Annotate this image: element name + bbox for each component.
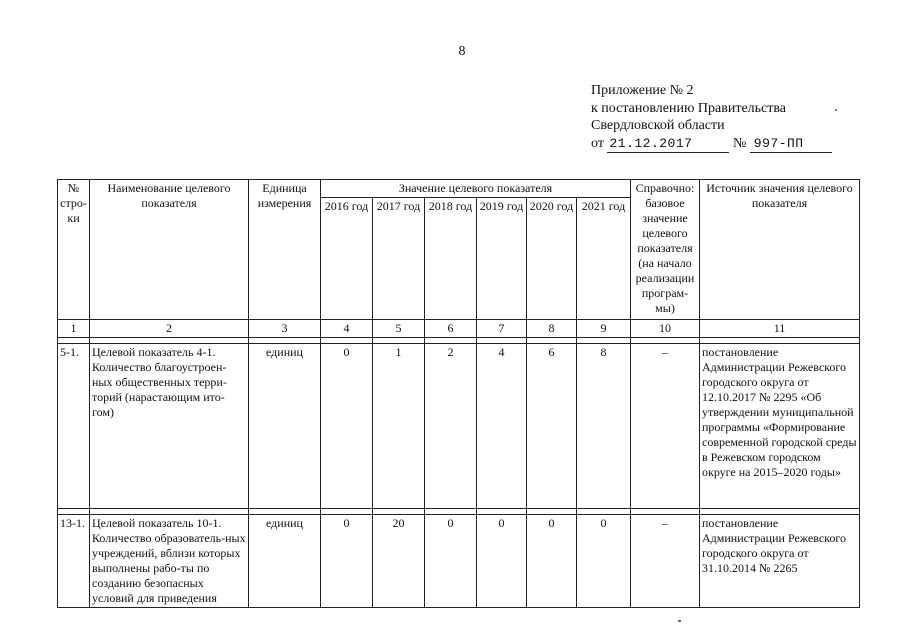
value-cell: 0 <box>321 515 373 608</box>
appendix-line-3: Свердловской области <box>591 118 725 133</box>
header-year: 2020 год <box>527 198 577 320</box>
column-number: 7 <box>477 320 527 338</box>
header-year: 2017 год <box>373 198 425 320</box>
header-reference: Справочно: базовое значение целевого показателя (на начало реализации програм-мы) <box>631 180 700 320</box>
unit-cell: единиц <box>249 344 321 509</box>
value-cell: 0 <box>477 515 527 608</box>
indicator-name: Целевой показатель 4-1. Количество благоустроен-ных общественных терри-торий (нарастающим ито-гом) <box>90 344 249 509</box>
column-number-row <box>58 320 860 338</box>
value-cell: 6 <box>527 344 577 509</box>
appendix-line-2: к постановлению Правительства <box>591 100 787 116</box>
appendix-header <box>591 82 832 153</box>
source-cell: постановление Администрации Режевского городского округа от 31.10.2014 № 2265 <box>700 515 860 608</box>
scan-artifact <box>835 109 837 111</box>
header-value-group: Значение целевого показателя <box>321 180 631 198</box>
header-row <box>58 180 860 198</box>
value-cell: 1 <box>373 344 425 509</box>
indicator-name: Целевой показатель 10-1. Количество образователь-ных учреждений, вблизи которых выполнены рабо-ты по созданию безопасных условий для приведения <box>90 515 249 608</box>
from-label: от <box>591 135 604 151</box>
value-cell: 0 <box>577 515 631 608</box>
unit-cell: единиц <box>249 515 321 608</box>
header-year: 2016 год <box>321 198 373 320</box>
header-year: 2021 год <box>577 198 631 320</box>
value-cell: 2 <box>425 344 477 509</box>
column-number: 8 <box>527 320 577 338</box>
header-year: 2018 год <box>425 198 477 320</box>
column-number: 10 <box>631 320 700 338</box>
appendix-date-line <box>591 135 832 154</box>
appendix-line-1: Приложение № 2 <box>591 83 694 98</box>
number-label: № <box>732 135 747 151</box>
header-row-no: № стро-ки <box>58 180 90 320</box>
column-number: 11 <box>700 320 860 338</box>
value-cell: 0 <box>527 515 577 608</box>
decree-date: 21.12.2017 <box>607 135 729 154</box>
row-number: 13-1. <box>58 515 90 608</box>
reference-cell: – <box>631 344 700 509</box>
decree-number: 997-ПП <box>750 135 832 154</box>
value-cell: 8 <box>577 344 631 509</box>
header-name: Наименование целевого показателя <box>90 180 249 320</box>
column-number: 9 <box>577 320 631 338</box>
table-row <box>58 344 860 509</box>
value-cell: 4 <box>477 344 527 509</box>
reference-cell: – <box>631 515 700 608</box>
source-cell: постановление Администрации Режевского городского округа от 12.10.2017 № 2295 «Об утверждении муниципальной программы «Формирование современной городской среды в Режевском городском округе на 2015–2020 годы» <box>700 344 860 509</box>
column-number: 4 <box>321 320 373 338</box>
column-number: 2 <box>90 320 249 338</box>
column-number: 1 <box>58 320 90 338</box>
scan-artifact <box>678 620 681 622</box>
value-cell: 0 <box>425 515 477 608</box>
row-number: 5-1. <box>58 344 90 509</box>
value-cell: 0 <box>321 344 373 509</box>
page-number: 8 <box>458 44 466 59</box>
header-year: 2019 год <box>477 198 527 320</box>
value-cell: 20 <box>373 515 425 608</box>
indicators-table <box>57 179 860 608</box>
header-unit: Единица измерения <box>249 180 321 320</box>
column-number: 3 <box>249 320 321 338</box>
column-number: 5 <box>373 320 425 338</box>
header-source: Источник значения целевого показателя <box>700 180 860 320</box>
column-number: 6 <box>425 320 477 338</box>
table-row <box>58 515 860 608</box>
